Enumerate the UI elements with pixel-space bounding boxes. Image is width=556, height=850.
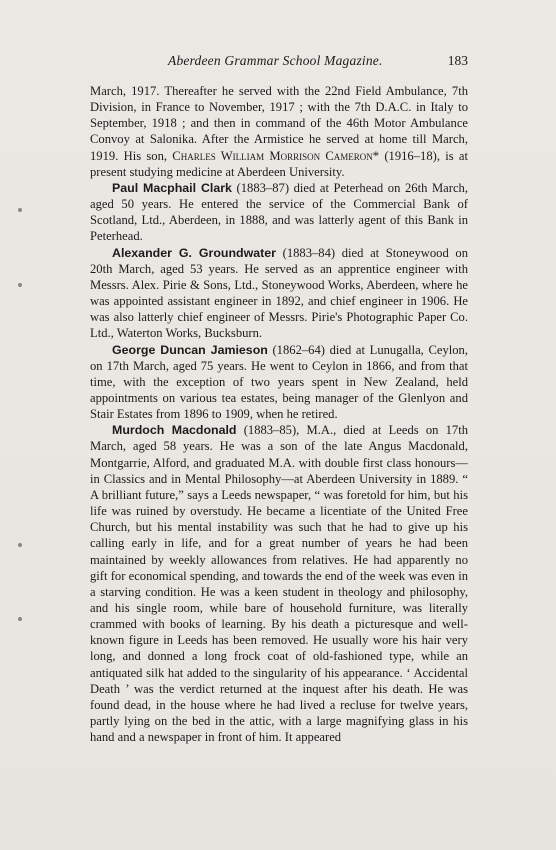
paragraph-text: March, 1917. Thereafter he served with the 22nd Field Ambulance, 7th Division, in France to November, 1917 ; with the 7th D.A.C. in Italy to September, 1918 ; and then in command of the 46th Motor Ambulance Convoy at Salonika. After the Armistice he served at home till March, 1919. His son, (90, 84, 468, 163)
margin-speck (18, 208, 22, 212)
paragraph-text: (1916–18), is at present studying medicine at Aberdeen University. (90, 148, 468, 179)
obituary-text: (1883–85), M.A., died at Leeds on 17th March, aged 58 years. He was a son of the late Angus Macdonald, Montgarrie, Alford, and graduated M.A. with double first class honours—in Classics and in Mental Philosophy—at Aberdeen University in 1889. “ A brilliant future,” says a Leeds newspaper, “ was foretold for him, but his life was ruined by overstudy. He became a licentiate of the United Free Church, but his mental instability was such that he had to give up his calling early in life, and for a great number of years he had been maintained by weekly allowances from relatives. He had apparently no gift for economical spending, and towards the end of the week was even in a starving condition. He was a keen student in theology and philosophy, and his single room, while bare of household furniture, was literally crammed with books of learning. By his death a picturesque and well-known figure in Leeds has been removed. He usually wore his hair very long, and donned a long frock coat of old-fashioned type, while an antiquated silk hat added to the singularity of his appearance. ‘ Accidental Death ’ was the verdict returned at the inquest after his death. He was found dead, in the house where he had lived a recluse for twelve years, partly lying on the bed in the attic, with a large magnifying glass in his hand and a newspaper in front of him. It appeared (90, 423, 469, 745)
obituary-text: (1883–84) died at Stoneywood on 20th March, aged 53 years. He served as an apprentice engineer with Messrs. Alex. Pirie & Sons, Ltd., Stoneywood Works, Aberdeen, where he was appointed assistant engineer in 1892, and chief engineer in 1906. He was also latterly chief engineer of Messrs. Pirie's Photographic Paper Co. Ltd., Waterton Works, Bucksburn. (90, 245, 469, 341)
margin-speck (18, 617, 22, 621)
obituary-macdonald (90, 422, 468, 745)
obituary-text: (1883–87) died at Peterhead on 26th March, aged 50 years. He entered the service of the Commercial Bank of Scotland, Ltd., Aberdeen, in 1888, and was latterly agent of this Bank in Peterhead. (90, 180, 468, 244)
obituary-name: Murdoch Macdonald (112, 423, 237, 438)
obituary-jamieson (90, 342, 468, 423)
obituary-name: Alexander G. Groundwater (112, 245, 276, 260)
margin-speck (18, 543, 22, 547)
article-body (90, 83, 468, 745)
obituary-groundwater (90, 245, 468, 342)
obituary-text: (1862–64) died at Lunugalla, Ceylon, on 17th March, aged 75 years. He went to Ceylon in 1866, and from that time, with the exception of two years spent in New Zealand, held appointments on various tea estates, being manager of the Glenlyon and Stair Estates from 1896 to 1909, when he retired. (90, 342, 468, 422)
obituary-clark (90, 180, 468, 245)
page-number: 183 (447, 53, 468, 68)
obituary-name: George Duncan Jamieson (112, 342, 268, 357)
running-head (90, 53, 468, 73)
paragraph-continuation (90, 83, 468, 180)
son-name: Charles William Morrison Cameron* (172, 148, 380, 163)
obituary-name: Paul Macphail Clark (112, 180, 232, 195)
margin-speck (18, 283, 22, 287)
running-title: Aberdeen Grammar School Magazine. (168, 53, 383, 68)
